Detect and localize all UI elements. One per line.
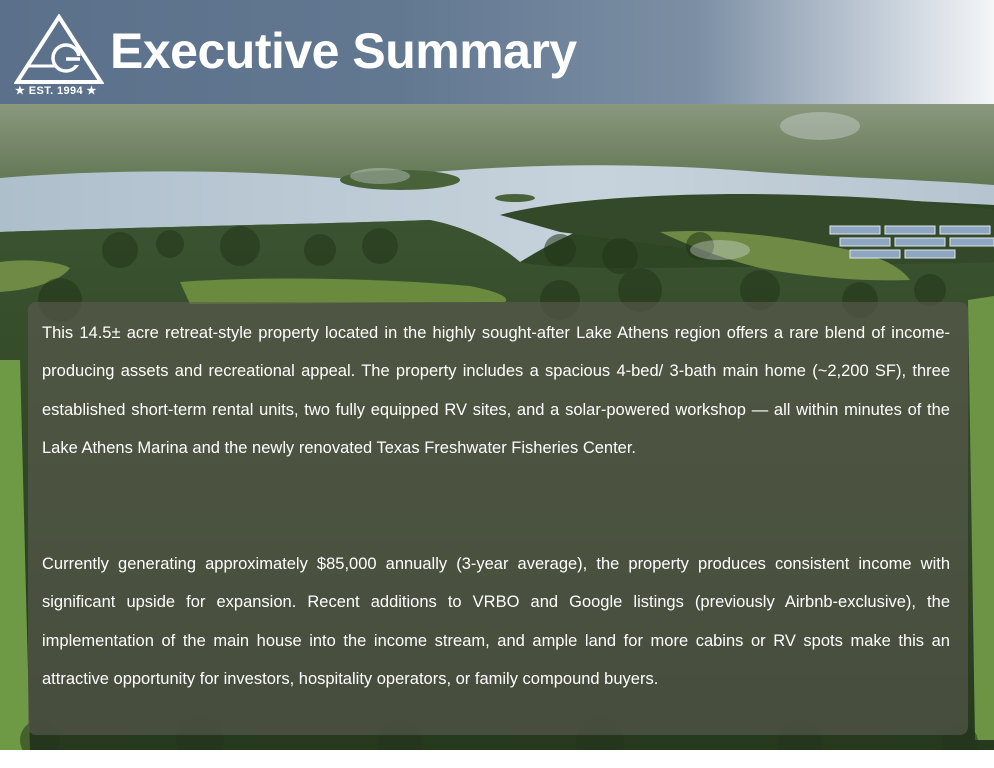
- summary-text-panel: [28, 302, 968, 735]
- bottom-margin: [0, 750, 994, 768]
- summary-paragraph-1: This 14.5± acre retreat-style property located in the highly sought-after Lake Athens region offers a rare blend of income-producing assets and recreational appeal. The property includes a spacious 4-bed/ 3-bath main home (~2,200 SF), three established short-term rental units, two fully equipped RV sites, and a solar-powered workshop — all within minutes of the Lake Athens Marina and the newly renovated Texas Freshwater Fisheries Center.: [42, 324, 950, 458]
- page-title: Executive Summary: [110, 23, 577, 79]
- summary-paragraph-2: Currently generating approximately $85,000 annually (3-year average), the property produces consistent income with significant upside for expansion. Recent additions to VRBO and Google listings (previously Airbnb-exclusive), the implementation of the main house into the income stream, and ample land for more cabins or RV spots make this an attractive opportunity for investors, hospitality operators, or family compound buyers.: [42, 555, 950, 689]
- header-band: [0, 0, 994, 104]
- logo-established-text: ★ EST. 1994 ★: [15, 85, 97, 97]
